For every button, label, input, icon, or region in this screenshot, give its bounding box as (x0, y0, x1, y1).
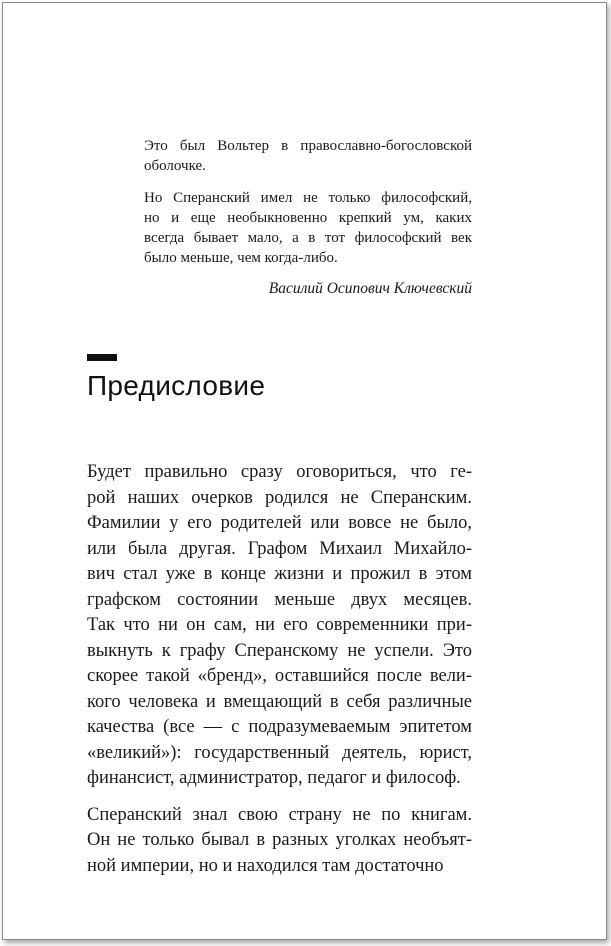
epigraph (144, 136, 472, 268)
text-line: рой наших очерков родился не Сперанским. (87, 487, 472, 508)
chapter-heading-block (87, 354, 472, 402)
text-line: или была другая. Графом Михаил Михайло- (87, 538, 472, 559)
text-line: оболочке. (144, 158, 206, 174)
chapter-title: Предисловие (87, 370, 266, 401)
text-line: Но Сперанский имел не только философский, (144, 190, 472, 206)
epigraph-attribution: Василий Осипович Ключевский (268, 280, 472, 297)
text-line: скорее такой «бренд», оставшийся после вели- (87, 666, 472, 686)
text-line: было меньше, чем когда-либо. (144, 250, 338, 266)
epigraph-paragraph (144, 136, 472, 176)
text-line: графском состоянии меньше двух месяцев. (87, 589, 472, 610)
text-line: Сперанский знал свою страну не по книгам. (87, 804, 472, 825)
text-line: Он не только бывал в разных уголках необъят- (87, 830, 472, 850)
text-line: всегда бывает мало, а в тот философский век (144, 230, 472, 246)
text-line: Это был Вольтер в православно-богословской (144, 138, 472, 154)
text-line: качества (все — с подразумеваемым эпитетом (87, 717, 472, 737)
text-line: но и еще необыкновенно крепкий ум, каких (144, 210, 472, 226)
text-line: Фамилии у его родителей или вовсе не было, (87, 513, 472, 533)
text-column (87, 3, 472, 890)
text-line: вич стал уже в конце жизни и прожил в этом (87, 564, 472, 584)
text-line: кого человека и вмещающий в себя различные (87, 691, 472, 712)
body-paragraph (87, 460, 472, 792)
text-line: ной империи, но и находился там достаточно (87, 855, 444, 876)
text-line: «великий»): государственный деятель, юрист, (87, 742, 472, 763)
text-line: Будет правильно сразу оговориться, что ге- (87, 462, 472, 482)
text-line: выкнуть к графу Сперанскому не успели. Это (87, 640, 472, 661)
heading-marker-bar (87, 354, 117, 361)
body-text (87, 460, 472, 879)
text-line: финансист, администратор, педагог и философ. (87, 768, 461, 788)
text-line: Так что ни он сам, ни его современники при- (87, 615, 472, 635)
epigraph-paragraph (144, 188, 472, 268)
body-paragraph (87, 803, 472, 880)
book-page (2, 2, 607, 940)
